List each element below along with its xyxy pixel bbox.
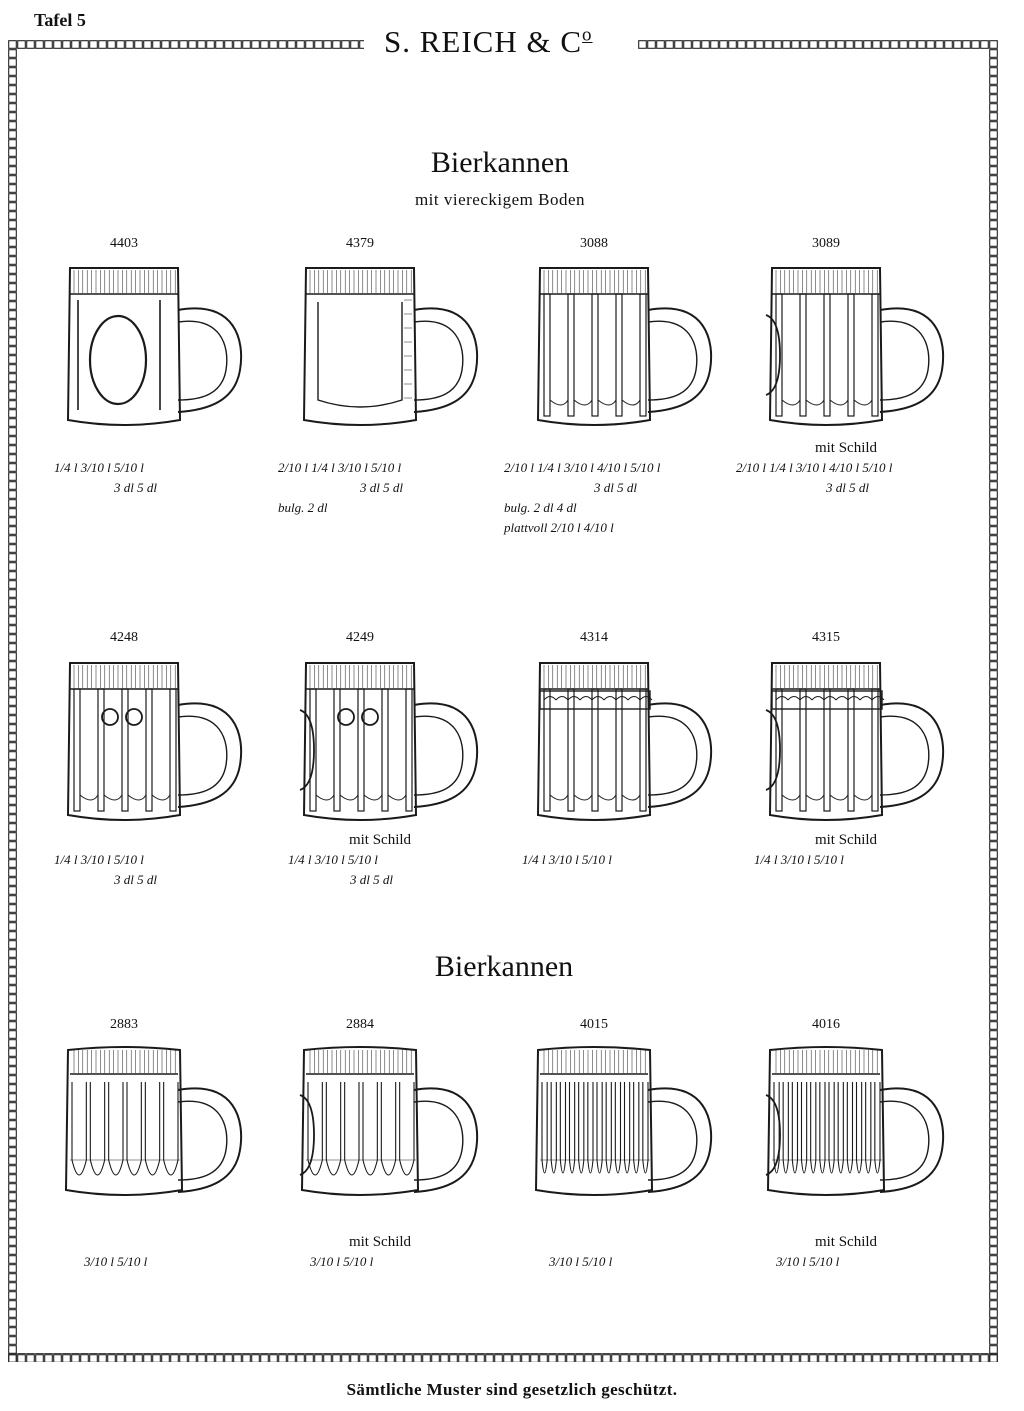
model-number: 4315 xyxy=(812,630,840,645)
beer-mug-illustration xyxy=(296,260,486,432)
mug-note: mit Schild xyxy=(348,1234,412,1250)
model-number: 3088 xyxy=(580,236,608,251)
beer-mug-illustration xyxy=(60,655,250,827)
model-number: 4379 xyxy=(346,236,374,251)
model-number: 4015 xyxy=(580,1017,608,1032)
size-line: 3 dl 5 dl xyxy=(594,480,637,495)
mug-note: mit Schild xyxy=(348,832,412,848)
size-line: 3 dl 5 dl xyxy=(114,872,157,887)
beer-mug-illustration xyxy=(60,1040,250,1212)
beer-mug-illustration xyxy=(762,260,952,432)
beer-mug-illustration xyxy=(296,1040,486,1212)
size-line: 3/10 l 5/10 l xyxy=(549,1254,613,1269)
size-line: 1/4 l 3/10 l 5/10 l xyxy=(288,852,378,867)
size-line: 3/10 l 5/10 l xyxy=(84,1254,148,1269)
size-line: 1/4 l 3/10 l 5/10 l xyxy=(522,852,612,867)
footer-note: Sämtliche Muster sind gesetzlich geschützt. xyxy=(346,1380,678,1399)
size-line: 3 dl 5 dl xyxy=(360,480,403,495)
mug-note: mit Schild xyxy=(814,832,878,848)
size-line: bulg. 2 dl xyxy=(278,500,328,515)
firm-name: S. REICH & $C^o$ xyxy=(384,24,593,59)
beer-mug-illustration xyxy=(530,260,720,432)
mug-note: mit Schild xyxy=(814,1234,878,1250)
model-number: 3089 xyxy=(812,236,840,251)
size-line: 1/4 l 3/10 l 5/10 l xyxy=(754,852,844,867)
beer-mug-illustration xyxy=(530,655,720,827)
section-1-subtitle: mit viereckigem Boden xyxy=(414,190,586,209)
model-number: 4314 xyxy=(580,630,608,645)
size-line: 2/10 l 1/4 l 3/10 l 4/10 l 5/10 l xyxy=(736,460,893,475)
model-number: 2884 xyxy=(346,1017,374,1032)
beer-mug-illustration xyxy=(762,655,952,827)
size-line: 3 dl 5 dl xyxy=(350,872,393,887)
size-line: 3/10 l 5/10 l xyxy=(776,1254,840,1269)
mug-note: mit Schild xyxy=(814,440,878,456)
size-line: 3 dl 5 dl xyxy=(826,480,869,495)
size-line: 2/10 l 1/4 l 3/10 l 4/10 l 5/10 l xyxy=(504,460,661,475)
model-number: 4016 xyxy=(812,1017,840,1032)
model-number: 4249 xyxy=(346,630,374,645)
model-number: 4248 xyxy=(110,630,138,645)
size-line: 3/10 l 5/10 l xyxy=(310,1254,374,1269)
plate-number: Tafel 5 xyxy=(34,10,86,30)
beer-mug-illustration xyxy=(60,260,250,432)
section-2-title: Bierkannen xyxy=(434,950,574,983)
section-1-title: Bierkannen xyxy=(430,146,570,179)
beer-mug-illustration xyxy=(762,1040,952,1212)
beer-mug-illustration xyxy=(530,1040,720,1212)
model-number: 2883 xyxy=(110,1017,138,1032)
size-line: bulg. 2 dl 4 dl xyxy=(504,500,577,515)
size-line: plattvoll 2/10 l 4/10 l xyxy=(504,520,614,535)
beer-mug-illustration xyxy=(296,655,486,827)
size-line: 2/10 l 1/4 l 3/10 l 5/10 l xyxy=(278,460,402,475)
size-line: 3 dl 5 dl xyxy=(114,480,157,495)
firm-suffix: o xyxy=(582,24,593,46)
size-line: 1/4 l 3/10 l 5/10 l xyxy=(54,852,144,867)
size-line: 1/4 l 3/10 l 5/10 l xyxy=(54,460,144,475)
model-number: 4403 xyxy=(110,236,138,251)
